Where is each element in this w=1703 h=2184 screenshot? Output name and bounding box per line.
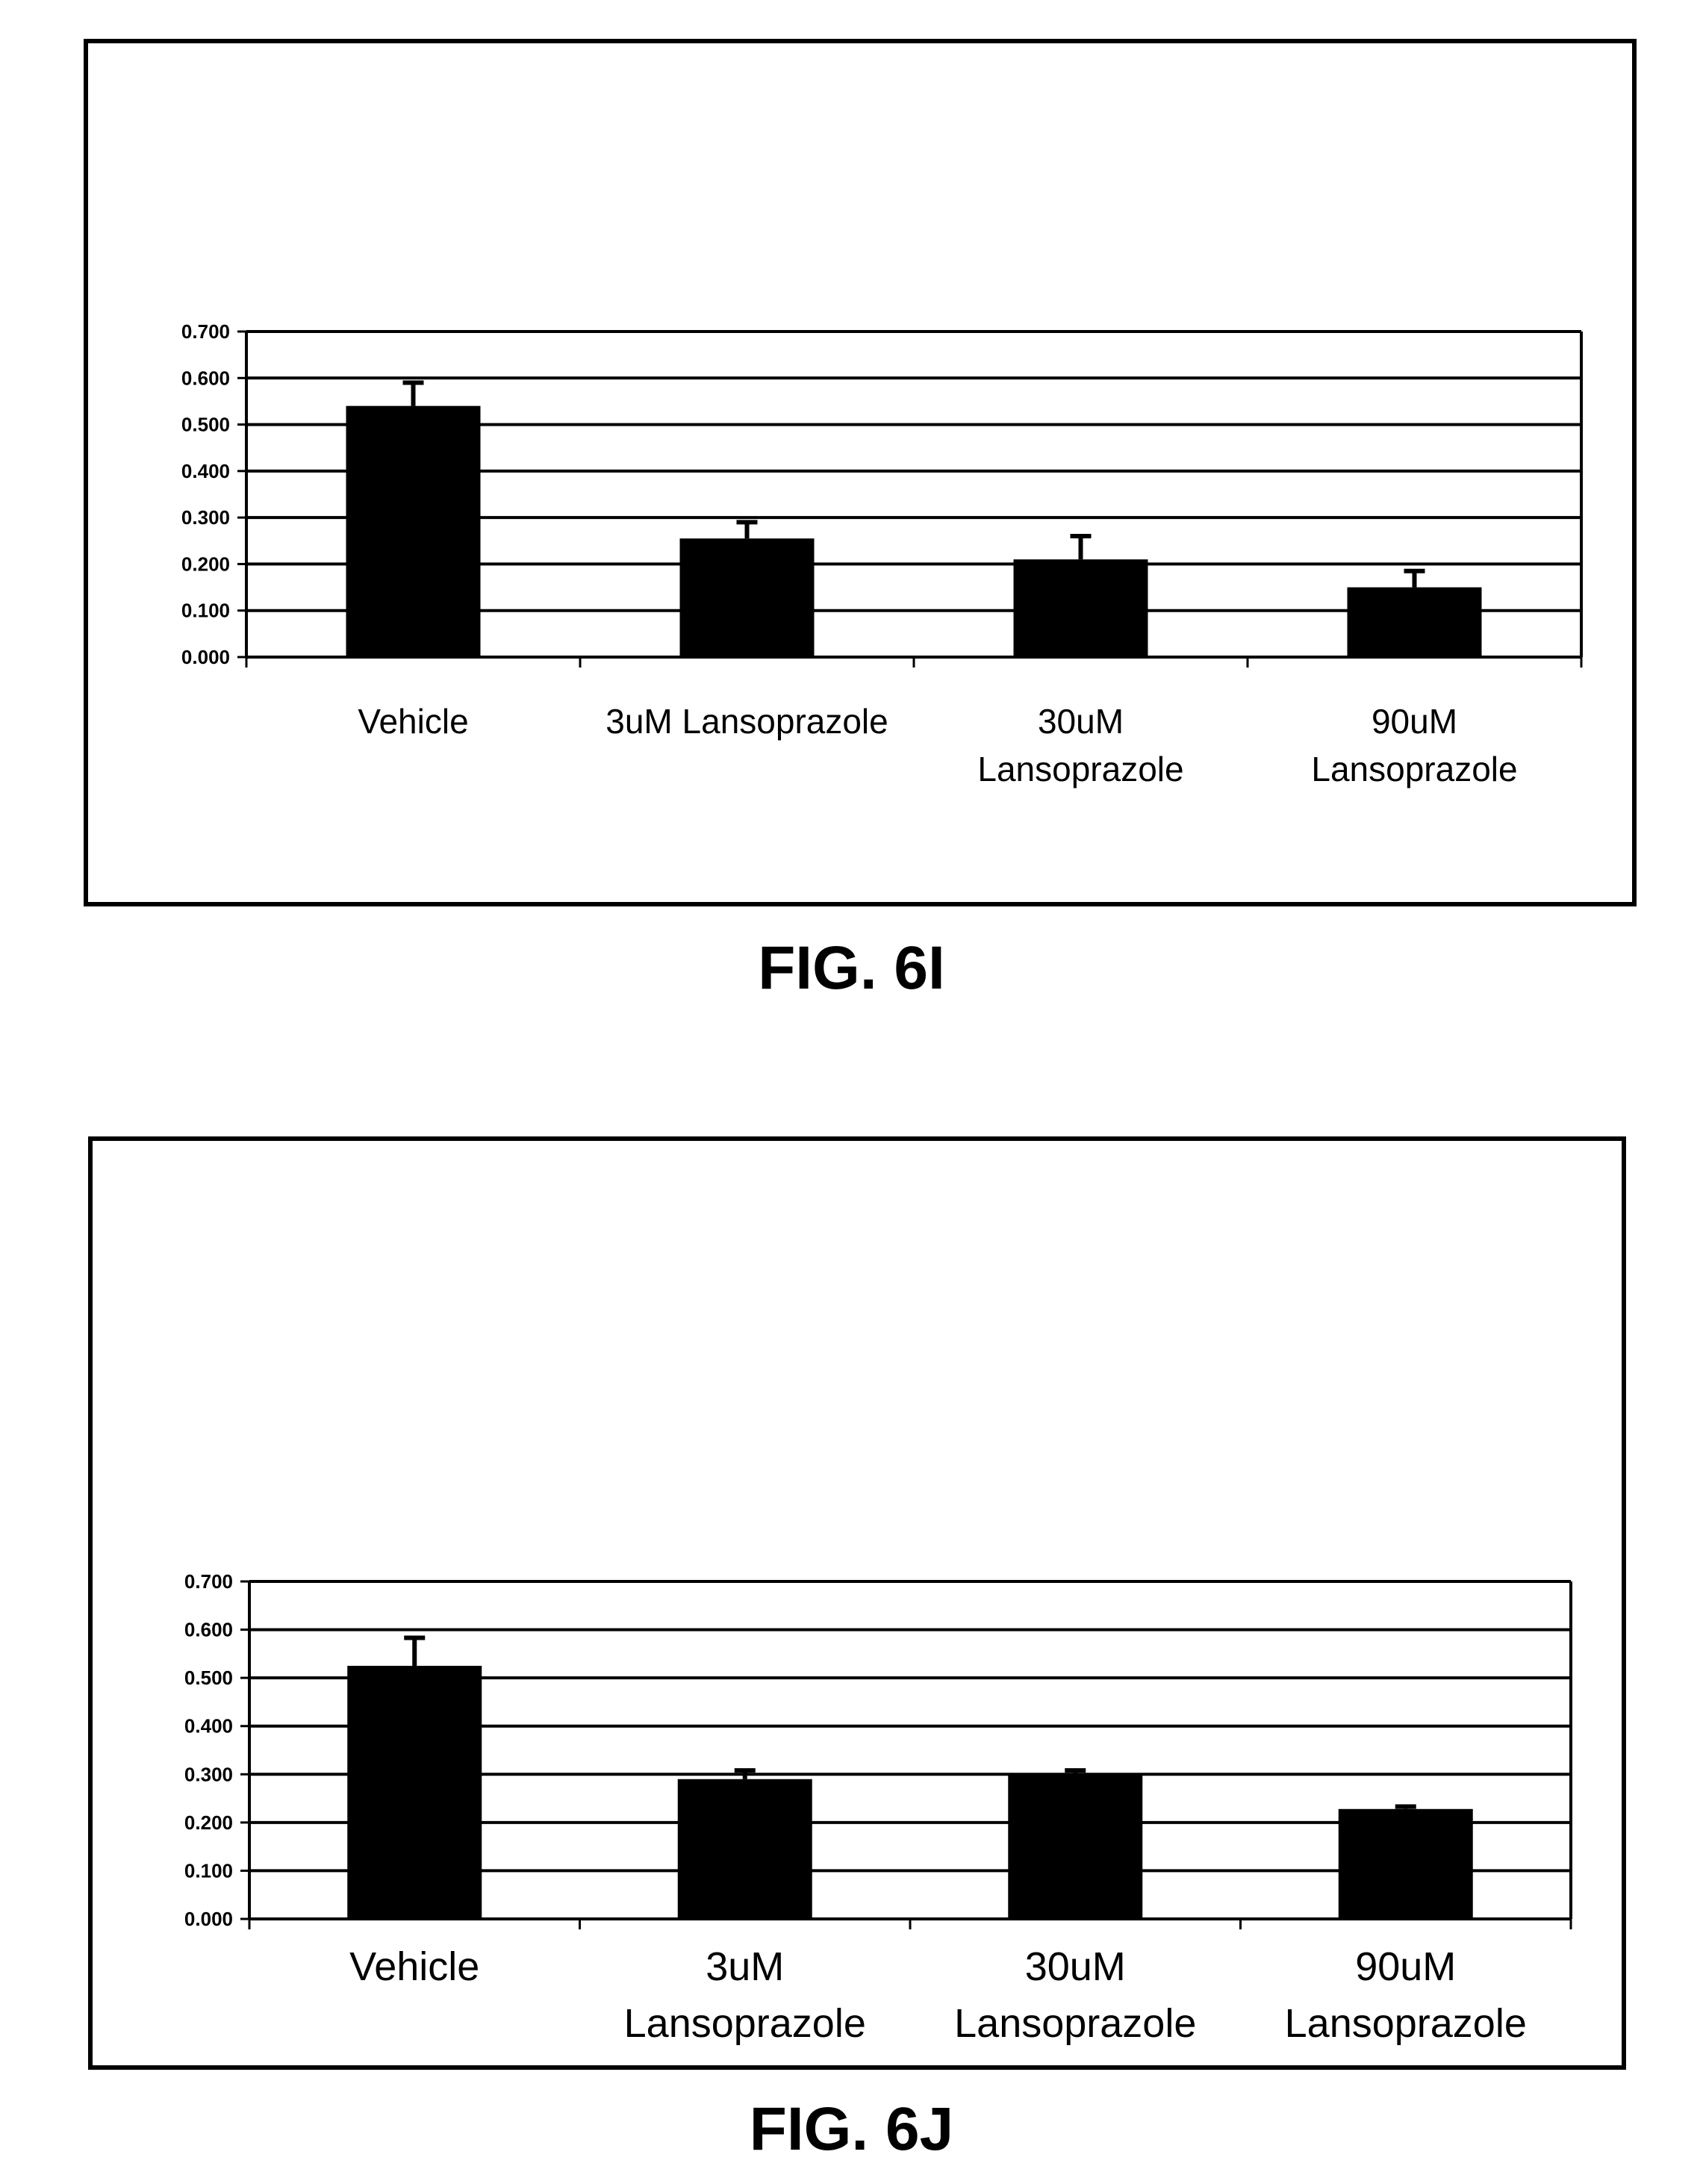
- x-category-label: Lansoprazole: [1284, 2001, 1527, 2046]
- y-tick-label: 0.300: [181, 506, 230, 529]
- x-category-label: Lansoprazole: [1311, 750, 1518, 788]
- y-tick-label: 0.000: [181, 646, 230, 668]
- y-tick-label: 0.500: [181, 413, 230, 436]
- bar: [347, 1666, 482, 1919]
- x-category-label: 90uM: [1371, 702, 1458, 741]
- y-tick-label: 0.600: [184, 1618, 233, 1641]
- y-tick-label: 0.400: [184, 1714, 233, 1737]
- x-category-label: 90uM: [1355, 1944, 1457, 1989]
- x-category-label: Vehicle: [358, 702, 469, 741]
- y-tick-label: 0.500: [184, 1667, 233, 1690]
- x-category-label: Vehicle: [349, 1944, 480, 1989]
- y-tick-label: 0.100: [181, 599, 230, 622]
- y-tick-label: 0.600: [181, 367, 230, 390]
- x-category-label: 30uM: [1024, 1944, 1126, 1989]
- y-tick-label: 0.700: [184, 1570, 233, 1593]
- y-tick-label: 0.100: [184, 1859, 233, 1882]
- bar: [1008, 1774, 1142, 1919]
- y-tick-label: 0.700: [181, 320, 230, 343]
- y-tick-label: 0.000: [184, 1908, 233, 1930]
- y-tick-label: 0.400: [181, 459, 230, 482]
- y-tick-label: 0.300: [184, 1763, 233, 1786]
- x-category-label: Lansoprazole: [623, 2001, 866, 2046]
- bar: [1339, 1809, 1473, 1919]
- chart-frame: [88, 1136, 1626, 2070]
- x-category-label: 3uM Lansoprazole: [605, 702, 888, 741]
- y-tick-label: 0.200: [181, 553, 230, 576]
- bar-chart: [93, 1141, 1622, 2065]
- x-category-label: 3uM: [706, 1944, 785, 1989]
- bar: [678, 1779, 812, 1919]
- x-category-label: 30uM: [1037, 702, 1124, 741]
- x-category-label: Lansoprazole: [977, 750, 1184, 788]
- figure-caption: FIG. 6J: [749, 2095, 954, 2163]
- x-category-label: Lansoprazole: [954, 2001, 1197, 2046]
- y-tick-label: 0.200: [184, 1811, 233, 1834]
- figure-caption: FIG. 6I: [758, 934, 945, 1002]
